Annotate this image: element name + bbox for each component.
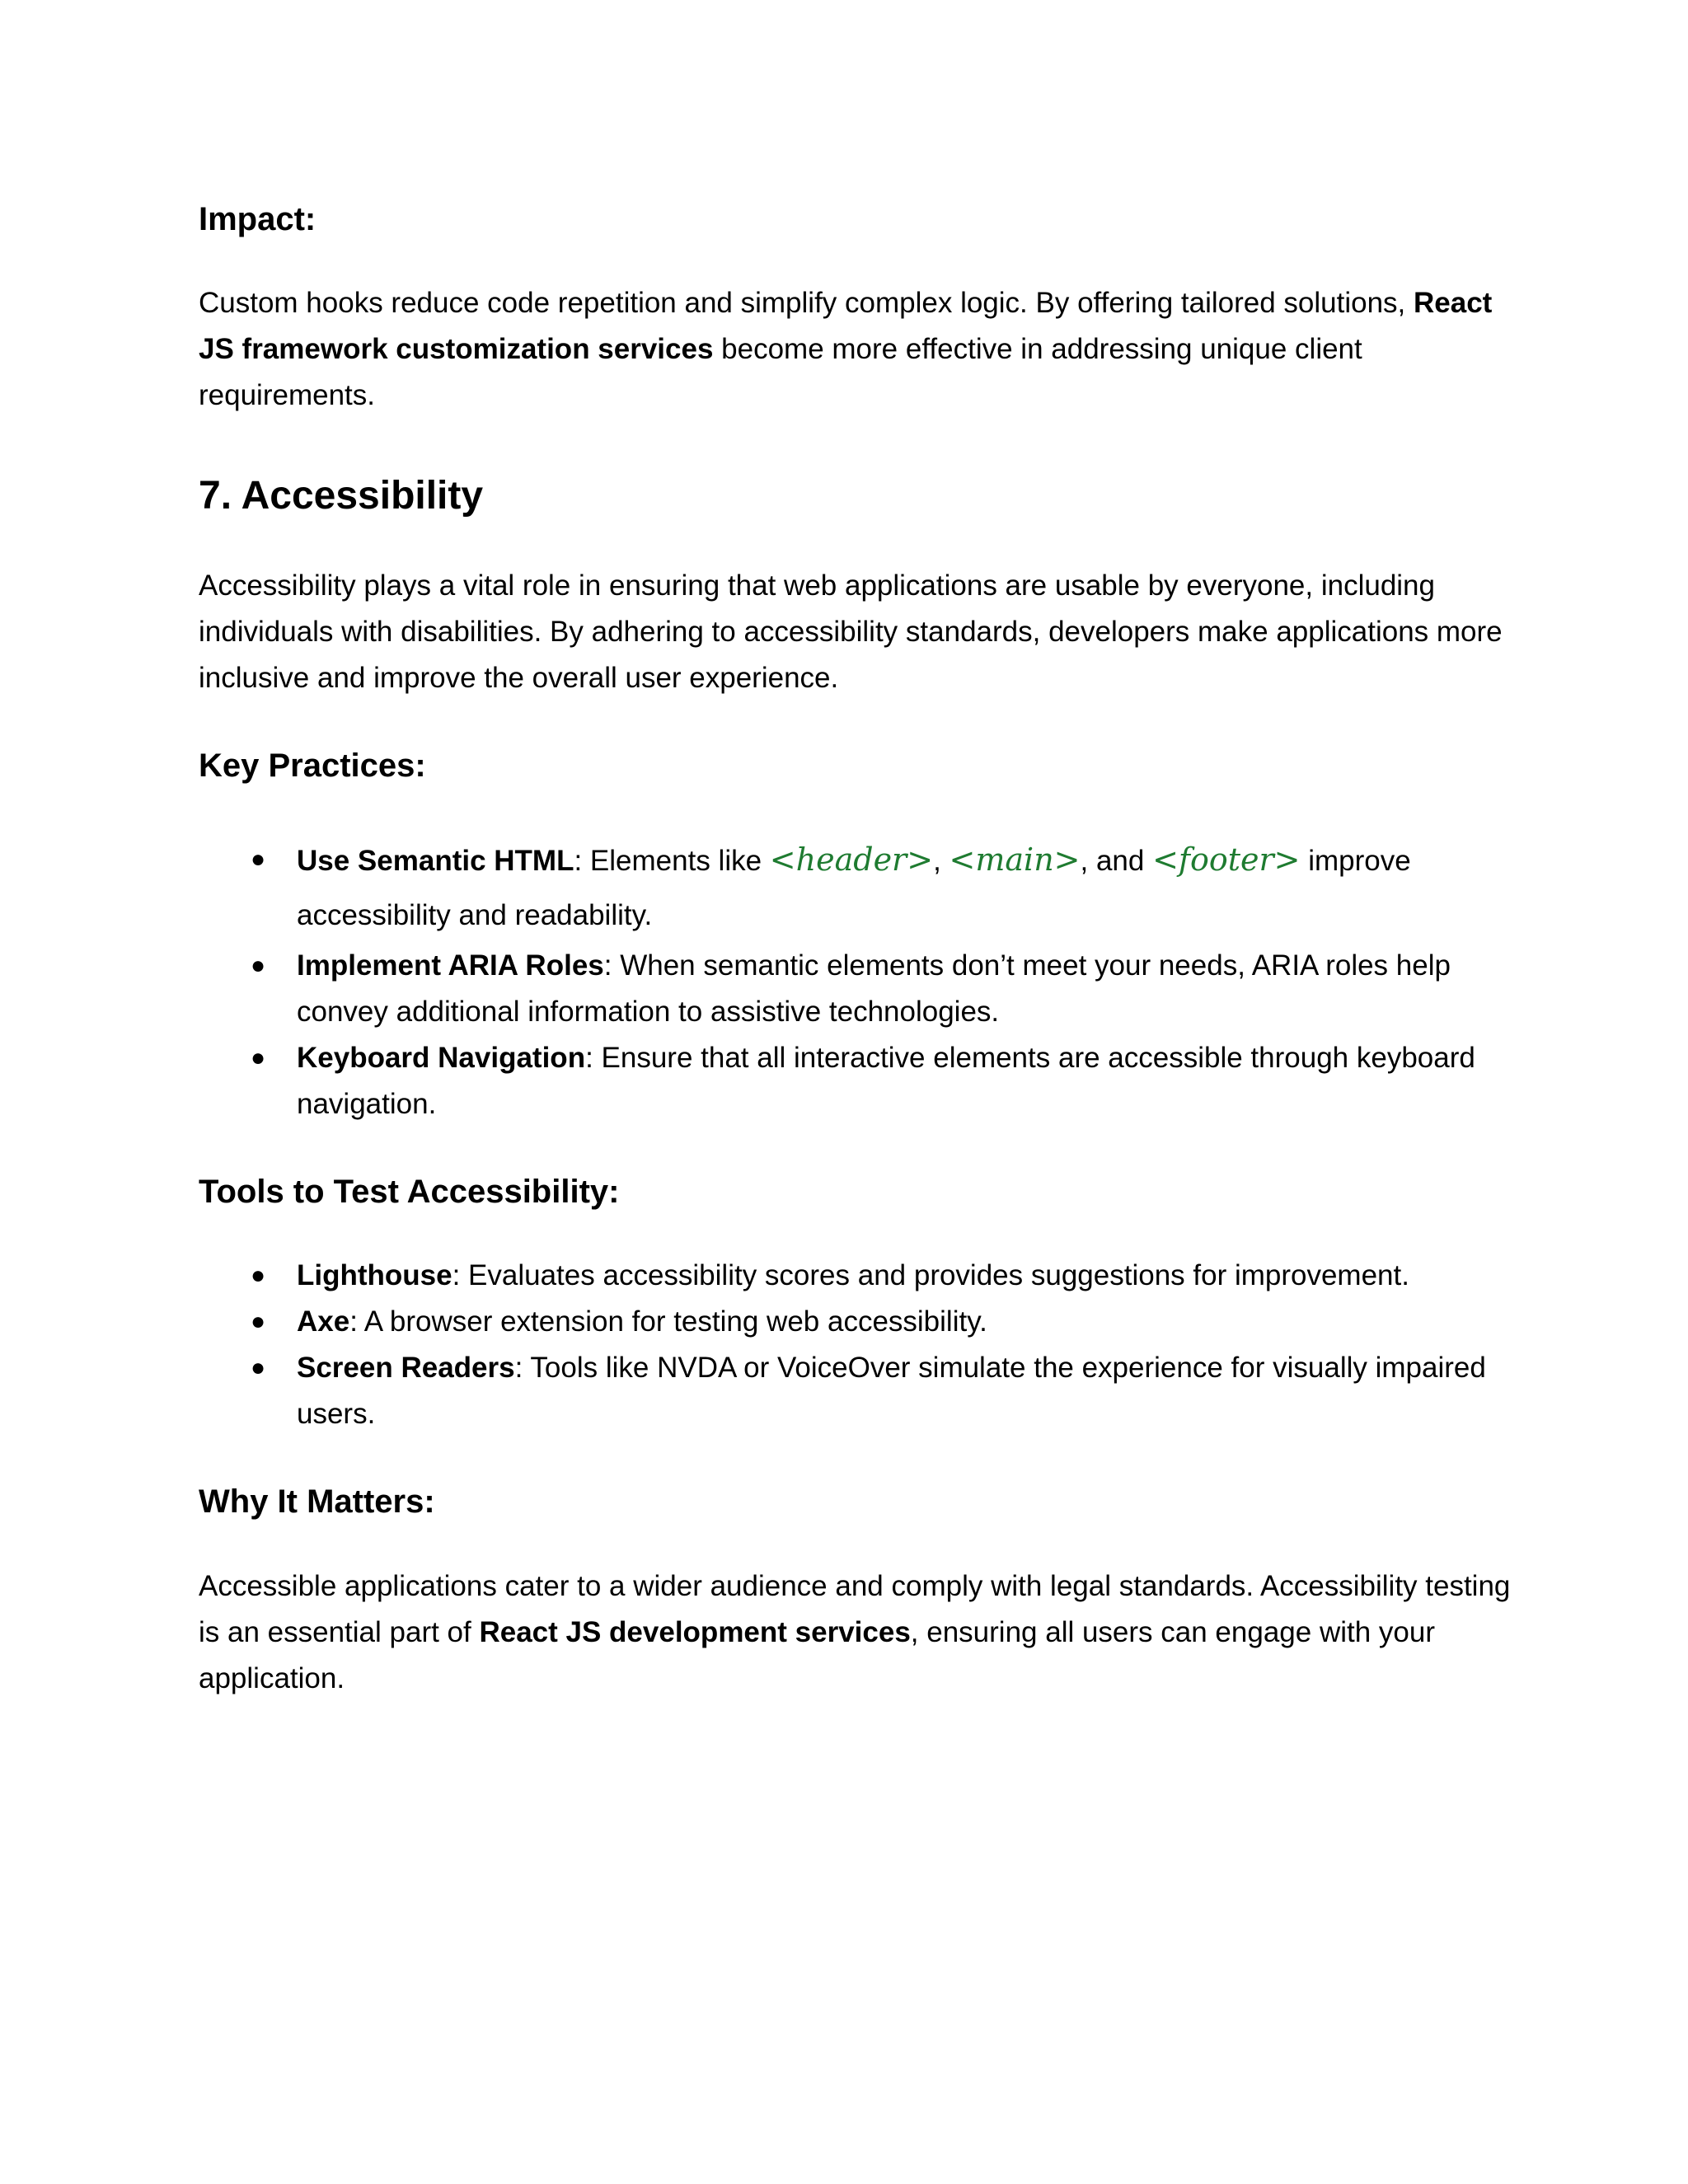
key-practices-list: [199, 832, 1517, 1127]
impact-paragraph: [199, 280, 1517, 419]
bullet-icon: ●: [251, 952, 266, 979]
section-title: 7. Accessibility: [199, 474, 484, 518]
why-heading: Why It Matters:: [199, 1483, 435, 1520]
item-text: : Tools like NVDA or VoiceOver simulate the experience for visually impaired users.: [297, 1352, 1486, 1430]
code-main-tag: <main>: [949, 841, 1081, 878]
item-title: Screen Readers: [297, 1352, 515, 1384]
item-text: : Elements like: [574, 845, 770, 877]
code-footer-tag: <footer>: [1152, 841, 1301, 878]
item-title: Use Semantic HTML: [297, 845, 574, 877]
bullet-icon: ●: [251, 846, 266, 873]
item-title: Implement ARIA Roles: [297, 949, 604, 982]
impact-bold-text: React JS framework customization services: [199, 287, 1493, 365]
why-text: Accessible applications cater to a wider audience and comply with legal standards. Accessibility testing is an essential part of: [199, 1570, 1511, 1648]
impact-text-end: become more effective in addressing unique client requirements.: [199, 333, 1362, 411]
tools-list: [199, 1253, 1517, 1437]
impact-text: Custom hooks reduce code repetition and simplify complex logic. By offering tailored solutions,: [199, 287, 1414, 319]
item-separator: , and: [1080, 845, 1153, 877]
tools-heading: Tools to Test Accessibility:: [199, 1174, 620, 1210]
list-item: [199, 943, 1517, 1035]
item-text: : Ensure that all interactive elements are accessible through keyboard navigation.: [297, 1042, 1475, 1120]
why-paragraph: [199, 1563, 1517, 1702]
bullet-icon: ●: [251, 1262, 266, 1289]
list-item: [199, 1345, 1517, 1437]
bullet-icon: ●: [251, 1308, 266, 1335]
list-item: [199, 1035, 1517, 1127]
key-practices-heading: Key Practices:: [199, 748, 426, 784]
list-item: [199, 1299, 1517, 1345]
section-intro: Accessibility plays a vital role in ensuring that web applications are usable by everyone, including individuals with disabilities. By adhering to accessibility standards, developers make applications more inclusive and improve the overall user experience.: [199, 569, 1503, 694]
item-title: Keyboard Navigation: [297, 1042, 586, 1074]
list-item: [199, 832, 1517, 943]
item-text: : Evaluates accessibility scores and provides suggestions for improvement.: [452, 1259, 1409, 1291]
bullet-icon: ●: [251, 1354, 266, 1381]
code-header-tag: <header>: [769, 841, 934, 878]
why-bold-text: React JS development services: [479, 1616, 911, 1648]
item-title: Lighthouse: [297, 1259, 452, 1291]
item-text: : A browser extension for testing web accessibility.: [349, 1305, 987, 1338]
impact-heading: Impact:: [199, 201, 316, 237]
item-text-end: improve accessibility and readability.: [297, 845, 1411, 931]
bullet-icon: ●: [251, 1044, 266, 1071]
list-item: [199, 1253, 1517, 1299]
item-separator: ,: [933, 845, 950, 877]
item-text: : When semantic elements don’t meet your needs, ARIA roles help convey additional information to assistive technologies.: [297, 949, 1451, 1028]
item-title: Axe: [297, 1305, 350, 1338]
why-text-end: , ensuring all users can engage with your application.: [199, 1616, 1436, 1694]
